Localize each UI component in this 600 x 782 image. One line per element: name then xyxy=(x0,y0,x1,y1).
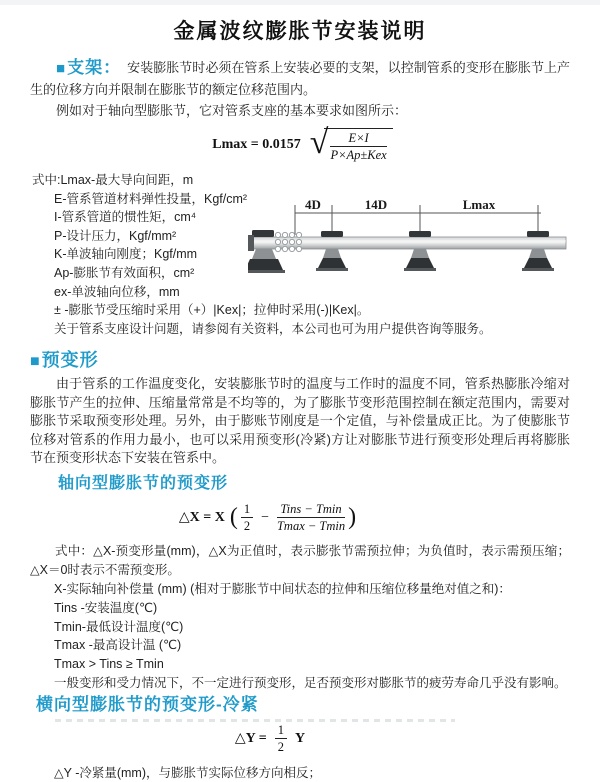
definition-line: P-设计压力，Kgf/mm² xyxy=(54,228,177,243)
axial-item: Tins -安装温度(℃) xyxy=(54,600,158,615)
definition-line: I-管系管道的惯性矩，cm⁴ xyxy=(54,210,197,225)
definition-line: Ap-膨胀节有效面积，cm² xyxy=(54,265,195,280)
sqrt-sign-icon: √ xyxy=(309,123,329,161)
lateral-formula xyxy=(0,723,600,755)
half-numerator: 1 xyxy=(241,502,253,518)
support-heading-label: 支架： xyxy=(67,58,122,77)
lateral-note: △Y -冷紧量(mm)，与膨胀节实际位移方向相反； xyxy=(54,765,322,780)
lateral-formula-lhs: △Y = xyxy=(234,731,267,747)
lateral-half-numerator: 1 xyxy=(275,723,287,739)
temp-fraction-numerator: Tins − Tmin xyxy=(277,502,345,518)
sqrt-fraction xyxy=(330,131,386,163)
pipe-support-diagram xyxy=(248,195,595,297)
dimension-label-4d: 4D xyxy=(305,197,321,212)
definition-line: E-管系管道材料弹性投量，Kgf/cm² xyxy=(54,191,248,206)
definition-line: ± -膨胀节受压缩时采用（+）|Kex|；拉伸时采用(-)|Kex|。 xyxy=(54,303,370,318)
lateral-half-denominator: 2 xyxy=(277,740,284,755)
definition-line: ex-单波轴向位移，mm xyxy=(54,284,180,299)
sqrt-radical xyxy=(309,123,393,163)
axial-item: Tmax > Tins ≥ Tmin xyxy=(54,657,164,672)
lateral-subheading: 横向型膨胀节的预变形-冷紧 xyxy=(36,694,259,714)
dimension-label-14d: 14D xyxy=(364,197,388,212)
axial-item: 一般变形和受力情况下，不一定进行预变形，足否预变形对膨胀节的疲劳寿命几乎没有影响。 xyxy=(54,675,567,690)
axial-formula-note: 式中：△X-预变形量(mm)，△X为正值时，表示膨张节需预拉伸；为负值时，表示需预压缩；△X＝0时表示不需预变形。 xyxy=(30,543,570,577)
support-example-paragraph: 例如对于轴向型膨胀节，它对管系支座的基本要求如图所示： xyxy=(56,103,408,118)
support-section-paragraph xyxy=(30,57,570,100)
scan-edge-artifact xyxy=(0,0,600,5)
close-paren: ) xyxy=(348,503,357,530)
sqrt-body xyxy=(324,128,392,163)
definition-line: 关于管系支座设计问题，请参阅有关资料，本公司也可为用户提供咨询等服务。 xyxy=(54,321,492,336)
axial-formula-lhs: △X = X xyxy=(178,510,225,526)
preform-heading-label: 预变形 xyxy=(41,350,99,370)
definition-line: 式中:Lmax-最大导向间距，m xyxy=(32,173,194,187)
half-denominator: 2 xyxy=(243,519,251,534)
sqrt-denominator: P×Ap±Kex xyxy=(330,148,387,162)
half-fraction xyxy=(241,502,253,534)
lateral-formula-rhs: Y xyxy=(294,730,306,746)
definition-line: K-单波轴向刚度；Kgf/mm xyxy=(54,247,198,262)
page-title: 金属波纹膨胀节安装说明 xyxy=(173,20,427,43)
support-intro-text: 安装膨胀节时必须在管系上安装必要的支架，以控制管系的变形在膨胀节上产生的位移方向并限制在膨胀节的额定位移范围内。 xyxy=(30,60,570,97)
dimension-lines xyxy=(295,205,541,235)
lmax-formula xyxy=(0,123,600,167)
open-paren: ( xyxy=(229,503,238,530)
temperature-fraction xyxy=(277,502,345,534)
axial-items xyxy=(30,580,570,693)
support-section-heading xyxy=(56,58,121,77)
axial-item: Tmax -最高设计温 (℃) xyxy=(54,638,182,653)
sqrt-numerator: E×I xyxy=(330,131,386,147)
axial-item: Tmin-最低设计温度(℃) xyxy=(54,619,184,634)
clipped-line-remnant xyxy=(55,719,455,722)
dimension-label-lmax: Lmax xyxy=(462,197,496,212)
axial-formula xyxy=(0,500,600,536)
blue-square-icon: ■ xyxy=(30,353,41,370)
lateral-half-fraction xyxy=(275,723,287,755)
minus-operator: − xyxy=(261,509,269,525)
preform-paragraph: 由于管系的工作温度变化，安装膨胀节时的温度与工作时的温度不同，管系热膨胀冷缩对膨胀节产生的拉伸、压缩量常常是不均等的，为了膨胀节变形范围控制在额定范围内，需要对膨胀节采取预变形处理。另外，由于膨账节刚度是一个定值，与补偿量成正比。为了使膨胀节位移对管系的作用力最小，也可以采用预变形(冷紧)方让对膨胀节进行预变形处理后再将膨胀节在预变形状态下安装在管系中。 xyxy=(30,376,570,466)
temp-fraction-denominator: Tmax − Tmin xyxy=(276,519,346,534)
definitions-and-diagram xyxy=(30,171,570,341)
axial-item: X-实际轴向补偿量 (mm) (相对于膨胀节中间状态的拉伸和压缩位移量绝对值之和)： xyxy=(54,581,511,596)
axial-subheading: 轴向型膨胀节的预变形 xyxy=(58,474,229,492)
dimension-labels xyxy=(305,197,496,212)
preform-section-heading xyxy=(30,349,570,373)
lmax-formula-lhs: Lmax = 0.0157 xyxy=(212,137,301,152)
blue-square-icon: ■ xyxy=(56,60,67,77)
